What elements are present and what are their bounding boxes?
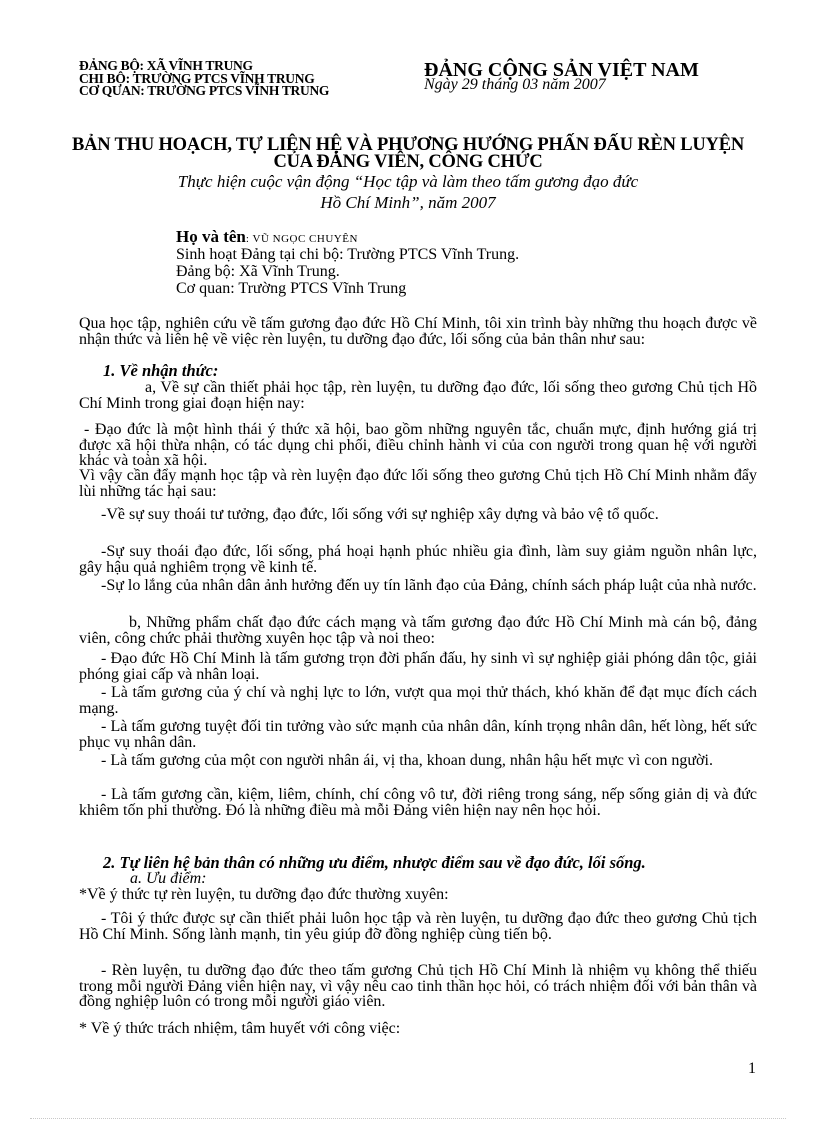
info-name-row xyxy=(176,229,358,247)
document-subtitle-line-2: Hồ Chí Minh”, năm 2007 xyxy=(320,193,496,212)
paragraph-1a: a, Về sự cần thiết phải học tập, rèn luyện, tu dưỡng đạo đức, lối sống theo gương Chủ tịch Hồ Chí Minh trong giai đoạn hiện nay: xyxy=(79,379,757,412)
paragraph-therefore: Vì vậy cần đẩy mạnh học tập và rèn luyện đạo đức lối sống theo gương Chủ tịch Hồ Chí Minh nhằm đẩy lùi những tác hại sau: xyxy=(79,467,757,500)
header-date: Ngày 29 tháng 03 năm 2007 xyxy=(424,76,606,93)
header-party-name: ĐẢNG CỘNG SẢN VIỆT NAM xyxy=(424,59,699,81)
paragraph-harm-3: -Sự lo lắng của nhân dân ảnh hưởng đến uy tín lãnh đạo của Đảng, chính sách pháp luật của nhà nước. xyxy=(101,577,757,594)
paragraph-advantage-4: * Về ý thức trách nhiệm, tâm huyết với công việc: xyxy=(79,1020,401,1037)
subheading-advantages: a. Ưu điểm: xyxy=(130,870,207,887)
info-agency: Cơ quan: Trường PTCS Vĩnh Trung xyxy=(176,280,407,297)
paragraph-1b: b, Những phẩm chất đạo đức cách mạng và tấm gương đạo đức Hồ Chí Minh mà cán bộ, đảng viên, công chức phải thường xuyên học tập và noi theo: xyxy=(79,614,757,647)
document-title-line-2: CỦA ĐẢNG VIÊN, CÔNG CHỨC xyxy=(273,152,543,172)
paragraph-harm-1: -Về sự suy thoái tư tưởng, đạo đức, lối sống với sự nghiệp xây dựng và bảo vệ tổ quốc. xyxy=(101,506,659,523)
paragraph-definition: - Đạo đức là một hình thái ý thức xã hội, bao gồm những nguyên tắc, chuẩn mực, định hướng giá trị được xã hội thừa nhận, có tác dụng chi phối, điều chỉnh hành vi của con người trong quan hệ với người khác và toàn xã hội. xyxy=(79,421,757,469)
page-number: 1 xyxy=(748,1060,756,1077)
paragraph-advantage-1: *Về ý thức tự rèn luyện, tu dưỡng đạo đức thường xuyên: xyxy=(79,886,449,903)
document-title-line-1: BẢN THU HOẠCH, TỰ LIÊN HỆ VÀ PHƯƠNG HƯỚNG PHẤN ĐẤU RÈN LUYỆN xyxy=(71,135,745,155)
info-name-label: Họ và tên xyxy=(176,227,246,246)
info-party-committee: Đảng bộ: Xã Vĩnh Trung. xyxy=(176,263,340,280)
paragraph-example-4: - Là tấm gương của một con người nhân ái, vị tha, khoan dung, nhân hậu hết mực vì con người. xyxy=(101,752,713,769)
header-agency: CƠ QUAN: TRƯỜNG PTCS VĨNH TRUNG xyxy=(79,83,330,98)
paragraph-example-1: - Đạo đức Hồ Chí Minh là tấm gương trọn đời phấn đấu, hy sinh vì sự nghiệp giải phóng dân tộc, giải phóng giai cấp và nhân loại. xyxy=(79,650,757,683)
info-party-cell: Sinh hoạt Đảng tại chi bộ: Trường PTCS Vĩnh Trung. xyxy=(176,246,520,263)
info-name-value: : VŨ NGỌC CHUYÊN xyxy=(245,233,358,245)
page-bottom-divider xyxy=(30,1118,786,1119)
header-party-cell: CHI BỘ: TRƯỜNG PTCS VĨNH TRUNG xyxy=(79,70,315,86)
paragraph-example-5: - Là tấm gương cần, kiệm, liêm, chính, chí công vô tư, đời riêng trong sáng, nếp sống giản dị và đức khiêm tốn phi thường. Đó là những điều mà mỗi Đảng viên hiện nay nên học hỏi. xyxy=(79,786,757,819)
paragraph-advantage-2: - Tôi ý thức được sự cần thiết phải luôn học tập và rèn luyện, tu dưỡng đạo đức theo gương Chủ tịch Hồ Chí Minh. Sống lành mạnh, tin yêu giúp đỡ đồng nghiệp cùng tiến bộ. xyxy=(79,910,757,943)
document-subtitle-line-1: Thực hiện cuộc vận động “Học tập và làm theo tấm gương đạo đức xyxy=(177,172,639,191)
header-party-committee: ĐẢNG BỘ: XÃ VĨNH TRUNG xyxy=(79,58,253,73)
paragraph-example-3: - Là tấm gương tuyệt đối tin tưởng vào sức mạnh của nhân dân, kính trọng nhân dân, hết lòng, hết sức phục vụ nhân dân. xyxy=(79,718,757,751)
section-heading-1: 1. Về nhận thức: xyxy=(103,361,219,380)
paragraph-intro: Qua học tập, nghiên cứu về tấm gương đạo đức Hồ Chí Minh, tôi xin trình bày những thu hoạch được về nhận thức và liên hệ về việc rèn luyện, tu dưỡng đạo đức, lối sống của bản thân như sau: xyxy=(79,315,757,348)
header-organization-block xyxy=(79,60,329,98)
paragraph-advantage-3: - Rèn luyện, tu dưỡng đạo đức theo tấm gương Chủ tịch Hồ Chí Minh là nhiệm vụ không thể thiếu trong mỗi người Đảng viên hiện nay, vì vậy nêu cao tinh thần học hỏi, có trách nhiệm đối với bản thân và đồng nghiệp luôn có trong mỗi người giáo viên. xyxy=(79,962,757,1010)
paragraph-example-2: - Là tấm gương của ý chí và nghị lực to lớn, vượt qua mọi thử thách, khó khăn để đạt mục đích cách mạng. xyxy=(79,684,757,717)
paragraph-harm-2: -Sự suy thoái đạo đức, lối sống, phá hoại hạnh phúc nhiều gia đình, làm suy giảm nguồn nhân lực, gây hậu quả nghiêm trọng về kinh tế. xyxy=(79,543,757,576)
section-heading-2: 2. Tự liên hệ bản thân có những ưu điểm, nhược điểm sau về đạo đức, lối sống. xyxy=(103,853,646,872)
